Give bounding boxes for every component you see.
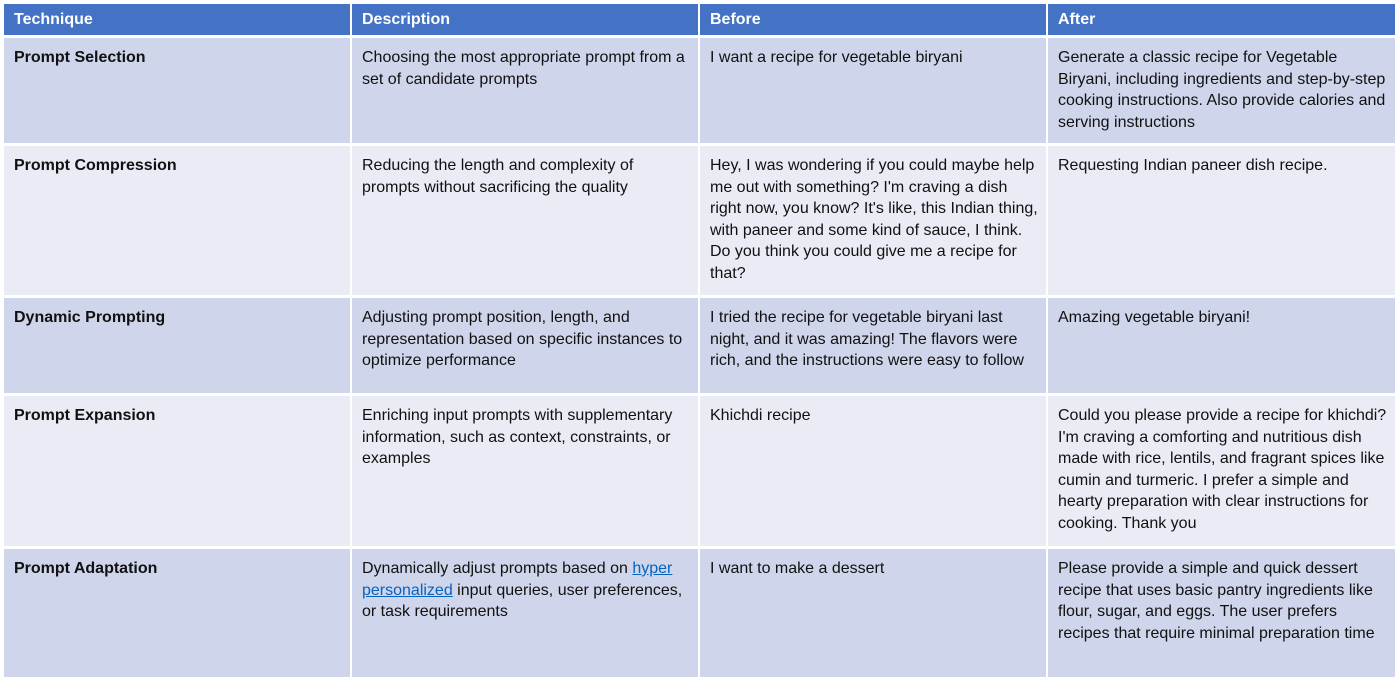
technique-cell: Dynamic Prompting [4, 298, 350, 393]
after-cell: Amazing vegetable biryani! [1048, 298, 1395, 393]
header-description: Description [352, 4, 698, 35]
description-cell: Choosing the most appropriate prompt from a set of candidate prompts [352, 38, 698, 143]
table-row [4, 38, 1395, 143]
hyper-personalized-link[interactable]: hyper personalized [362, 560, 673, 599]
after-cell: Requesting Indian paneer dish recipe. [1048, 146, 1395, 295]
technique-cell: Prompt Compression [4, 146, 350, 295]
technique-cell: Prompt Adaptation [4, 549, 350, 677]
description-cell: Enriching input prompts with supplementary information, such as context, constraints, or examples [352, 396, 698, 546]
description-text-end: input queries, user preferences, or task requirements [362, 581, 683, 620]
before-cell: Khichdi recipe [700, 396, 1046, 546]
description-cell: Reducing the length and complexity of prompts without sacrificing the quality [352, 146, 698, 295]
before-cell: I want to make a dessert [700, 549, 1046, 677]
header-before: Before [700, 4, 1046, 35]
table-row [4, 146, 1395, 295]
before-cell: I want a recipe for vegetable biryani [700, 38, 1046, 143]
table-row [4, 298, 1395, 393]
header-technique: Technique [4, 4, 350, 35]
before-cell: Hey, I was wondering if you could maybe help me out with something? I'm craving a dish right now, you know? It's like, this Indian thing, with paneer and some kind of sauce, I think. Do you think you could give me a recipe for that? [700, 146, 1046, 295]
techniques-table [2, 1, 1397, 680]
description-cell [352, 549, 698, 677]
after-cell: Generate a classic recipe for Vegetable Biryani, including ingredients and step-by-step cooking instructions. Also provide calories and serving instructions [1048, 38, 1395, 143]
table-row [4, 396, 1395, 546]
description-cell: Adjusting prompt position, length, and representation based on specific instances to optimize performance [352, 298, 698, 393]
after-cell: Could you please provide a recipe for khichdi? I'm craving a comforting and nutritious dish made with rice, lentils, and fragrant spices like cumin and turmeric. I prefer a simple and hearty preparation with clear instructions for cooking. Thank you [1048, 396, 1395, 546]
header-after: After [1048, 4, 1395, 35]
technique-cell: Prompt Selection [4, 38, 350, 143]
technique-cell: Prompt Expansion [4, 396, 350, 546]
description-text-start: Dynamically adjust prompts based on [362, 560, 633, 577]
before-cell: I tried the recipe for vegetable biryani last night, and it was amazing! The flavors were rich, and the instructions were easy to follow [700, 298, 1046, 393]
header-row [4, 4, 1395, 35]
table-row [4, 549, 1395, 677]
after-cell: Please provide a simple and quick dessert recipe that uses basic pantry ingredients like flour, sugar, and eggs. The user prefers recipes that require minimal preparation time [1048, 549, 1395, 677]
